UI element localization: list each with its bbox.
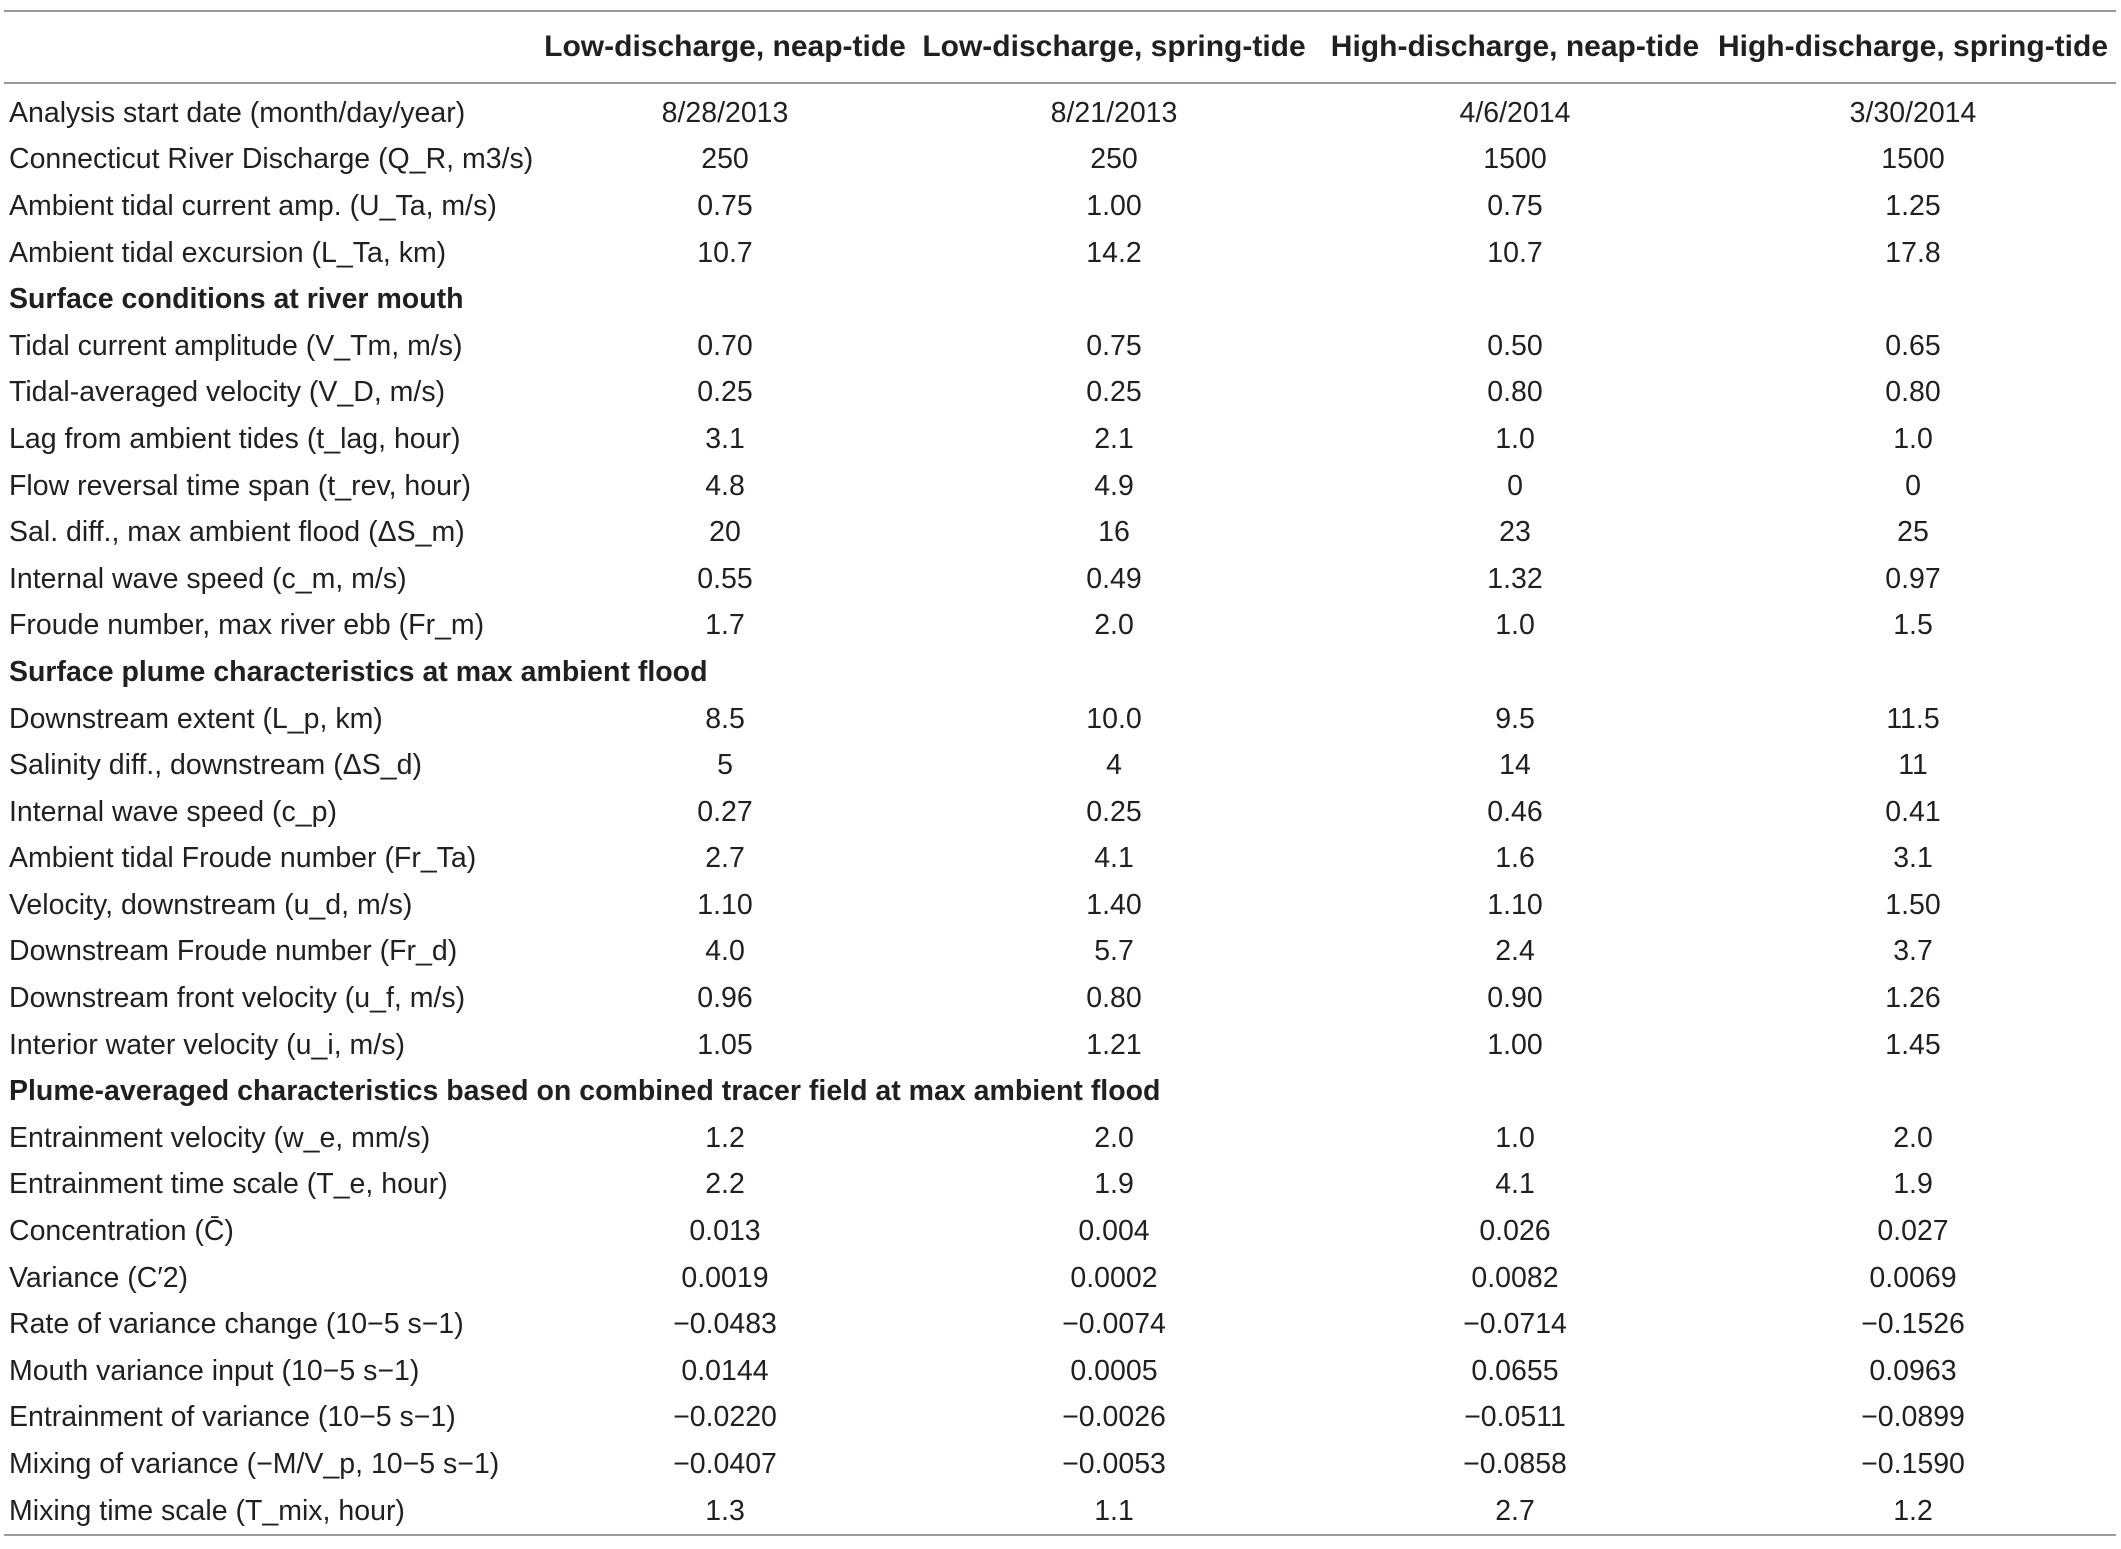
- table-cell: 1.40: [1086, 888, 1142, 921]
- table-cell: 0.70: [697, 329, 753, 362]
- table-cell: −0.0483: [673, 1308, 777, 1341]
- table-cell: 1.2: [705, 1121, 745, 1154]
- table-cell: 25: [1897, 516, 1929, 549]
- table-cell: 0.0082: [1471, 1261, 1559, 1294]
- table-row: [4, 975, 2116, 1022]
- table-cell: 0.41: [1885, 795, 1941, 828]
- table-cell: 250: [701, 143, 749, 176]
- table-cell: 5.7: [1094, 935, 1134, 968]
- table-body: [4, 83, 2116, 1535]
- table-cell: 0.0144: [681, 1354, 769, 1387]
- row-label: Tidal current amplitude (V_Tm, m/s): [9, 329, 463, 362]
- table-cell: −0.0714: [1463, 1308, 1567, 1341]
- table-row: [4, 1348, 2116, 1395]
- header-row: [4, 11, 2116, 83]
- row-label: Interior water velocity (u_i, m/s): [9, 1028, 405, 1061]
- table-row: [4, 1395, 2116, 1442]
- row-label: Ambient tidal Froude number (Fr_Ta): [9, 842, 477, 875]
- row-label: Ambient tidal excursion (L_Ta, km): [9, 236, 447, 269]
- table-cell: 0.004: [1078, 1215, 1150, 1248]
- table-row: [4, 789, 2116, 836]
- table-cell: 10.7: [1487, 236, 1543, 269]
- row-label: Mixing time scale (T_mix, hour): [4, 1488, 542, 1536]
- table-cell: 1.10: [1487, 888, 1543, 921]
- table-cell: 0.49: [1086, 562, 1142, 595]
- table-cell: 0.0019: [681, 1261, 769, 1294]
- table-cell: 4.0: [705, 935, 745, 968]
- row-label: Velocity, downstream (u_d, m/s): [9, 888, 413, 921]
- row-label: Concentration (C̄): [9, 1215, 234, 1248]
- table-cell: 2.1: [1094, 422, 1134, 455]
- table-cell: 0.25: [1086, 376, 1142, 409]
- table-row: [4, 509, 2116, 556]
- row-label: Rate of variance change (10−5 s−1): [9, 1308, 464, 1341]
- table-cell: 3.1: [705, 422, 745, 455]
- table-cell: 1.9: [1094, 1168, 1134, 1201]
- table-cell: 16: [1098, 516, 1130, 549]
- table-cell: 17.8: [1885, 236, 1941, 269]
- row-label: Flow reversal time span (t_rev, hour): [9, 469, 471, 502]
- table-cell: 0.013: [689, 1215, 761, 1248]
- table-cell: 0.27: [697, 795, 753, 828]
- table-header: [4, 11, 2116, 83]
- section-header-row: [4, 649, 2116, 696]
- table-cell: 0: [1507, 469, 1523, 502]
- table-row: [4, 323, 2116, 370]
- table-cell: 4.8: [705, 469, 745, 502]
- table-cell: 1.1: [908, 1488, 1320, 1536]
- table-cell: 0.0069: [1869, 1261, 1957, 1294]
- table-row: [4, 1255, 2116, 1302]
- table-row: [4, 1441, 2116, 1488]
- table-cell: 0.25: [1086, 795, 1142, 828]
- table-cell: 0.75: [1487, 189, 1543, 222]
- table-cell: 4.9: [1094, 469, 1134, 502]
- table-cell: 1.3: [542, 1488, 908, 1536]
- table-cell: 10.7: [697, 236, 753, 269]
- table-cell: 14: [1499, 749, 1531, 782]
- section-title: Surface conditions at river mouth: [9, 283, 464, 316]
- row-label: Downstream front velocity (u_f, m/s): [9, 982, 466, 1015]
- table-cell: 1.0: [1495, 1121, 1535, 1154]
- table-cell: 23: [1499, 516, 1531, 549]
- table-cell: −0.0858: [1463, 1448, 1567, 1481]
- table-cell: 2.7: [705, 842, 745, 875]
- table-cell: 1.0: [1495, 422, 1535, 455]
- table-cell: 1.32: [1487, 562, 1543, 595]
- table-cell: 0.55: [697, 562, 753, 595]
- row-label: Analysis start date (month/day/year): [9, 96, 466, 129]
- table-cell: −0.0026: [1062, 1401, 1166, 1434]
- table-cell: −0.0511: [1464, 1401, 1566, 1434]
- table-cell: 8/28/2013: [661, 96, 789, 129]
- row-label: Entrainment time scale (T_e, hour): [9, 1168, 448, 1201]
- data-table: [4, 10, 2116, 1536]
- table-cell: 0.0655: [1471, 1354, 1559, 1387]
- table-row: [4, 183, 2116, 230]
- table-cell: 2.0: [1094, 609, 1134, 642]
- table-cell: 1.00: [1487, 1028, 1543, 1061]
- table-cell: 0.80: [1086, 982, 1142, 1015]
- table-cell: 20: [709, 516, 741, 549]
- section-title: Plume-averaged characteristics based on combined tracer field at max ambient flood: [9, 1075, 1161, 1108]
- header-high-discharge-spring-tide: High-discharge, spring-tide: [1710, 11, 2116, 83]
- header-low-discharge-spring-tide: Low-discharge, spring-tide: [908, 11, 1320, 83]
- row-label: Internal wave speed (c_p): [9, 795, 337, 828]
- table-cell: 0.65: [1885, 329, 1941, 362]
- header-corner: [4, 11, 542, 83]
- table-cell: 8/21/2013: [1050, 96, 1178, 129]
- table-cell: −0.0220: [673, 1401, 777, 1434]
- table-cell: −0.1526: [1861, 1308, 1965, 1341]
- table-cell: −0.0074: [1062, 1308, 1166, 1341]
- table-row: [4, 1022, 2116, 1069]
- table-cell: 1.21: [1086, 1028, 1142, 1061]
- table-cell: 0.026: [1479, 1215, 1551, 1248]
- table-cell: 3.1: [1893, 842, 1933, 875]
- table-cell: 1.50: [1885, 888, 1941, 921]
- table-cell: 1.10: [697, 888, 753, 921]
- table-cell: 0.027: [1877, 1215, 1949, 1248]
- table-cell: 1.25: [1885, 189, 1941, 222]
- table-cell: 1500: [1483, 143, 1547, 176]
- table-cell: 0.96: [697, 982, 753, 1015]
- table-cell: 1.00: [1086, 189, 1142, 222]
- table-row: [4, 882, 2116, 929]
- row-label: Tidal-averaged velocity (V_D, m/s): [9, 376, 446, 409]
- row-label: Mouth variance input (10−5 s−1): [9, 1354, 420, 1387]
- table-cell: 0.0005: [1070, 1354, 1158, 1387]
- table-cell: −0.0053: [1062, 1448, 1166, 1481]
- table-cell: 0: [1905, 469, 1921, 502]
- table-cell: 0.46: [1487, 795, 1543, 828]
- table-cell: 0.80: [1487, 376, 1543, 409]
- row-label: Downstream extent (L_p, km): [9, 702, 383, 735]
- table-row: [4, 1488, 2116, 1536]
- section-header-row: [4, 276, 2116, 323]
- table-row: [4, 929, 2116, 976]
- header-high-discharge-neap-tide: High-discharge, neap-tide: [1320, 11, 1710, 83]
- table-cell: −0.0899: [1861, 1401, 1965, 1434]
- table-cell: 9.5: [1495, 702, 1535, 735]
- section-header-row: [4, 1068, 2116, 1115]
- row-label: Entrainment velocity (w_e, mm/s): [9, 1121, 431, 1154]
- table-cell: 1.2: [1710, 1488, 2116, 1536]
- table-row: [4, 556, 2116, 603]
- table-row: [4, 230, 2116, 277]
- table-cell: 1.45: [1885, 1028, 1941, 1061]
- table-cell: −0.0407: [673, 1448, 777, 1481]
- table-row: [4, 603, 2116, 650]
- table-cell: 1.5: [1893, 609, 1933, 642]
- table-cell: 1500: [1881, 143, 1945, 176]
- table-cell: 0.0002: [1070, 1261, 1158, 1294]
- table-cell: 1.0: [1495, 609, 1535, 642]
- table-cell: 4.1: [1495, 1168, 1535, 1201]
- table-cell: 11: [1898, 749, 1928, 782]
- table-row: [4, 370, 2116, 417]
- table-cell: 1.26: [1885, 982, 1941, 1015]
- table-row: [4, 1115, 2116, 1162]
- table-cell: 1.6: [1495, 842, 1535, 875]
- table-cell: 0.75: [1086, 329, 1142, 362]
- row-label: Ambient tidal current amp. (U_Ta, m/s): [9, 189, 497, 222]
- header-low-discharge-neap-tide: Low-discharge, neap-tide: [542, 11, 908, 83]
- table-cell: −0.1590: [1861, 1448, 1965, 1481]
- table-cell: 2.2: [705, 1168, 745, 1201]
- table-row: [4, 696, 2116, 743]
- table-cell: 3.7: [1893, 935, 1933, 968]
- table-cell: 1.7: [705, 609, 745, 642]
- table-row: [4, 1208, 2116, 1255]
- table-cell: 0.90: [1487, 982, 1543, 1015]
- row-label: Lag from ambient tides (t_lag, hour): [9, 422, 461, 455]
- table-row: [4, 1162, 2116, 1209]
- table-row: [4, 742, 2116, 789]
- row-label: Downstream Froude number (Fr_d): [9, 935, 458, 968]
- table-cell: 2.0: [1094, 1121, 1134, 1154]
- row-label: Sal. diff., max ambient flood (ΔS_m): [9, 516, 465, 549]
- row-label: Variance (C′2): [9, 1261, 189, 1294]
- table-cell: 4.1: [1094, 842, 1134, 875]
- table-cell: 4: [1106, 749, 1122, 782]
- table-cell: 250: [1090, 143, 1138, 176]
- table-row: [4, 463, 2116, 510]
- row-label: Salinity diff., downstream (ΔS_d): [9, 749, 422, 782]
- table-row: [4, 137, 2116, 184]
- table-cell: 2.0: [1893, 1121, 1933, 1154]
- table-row: [4, 416, 2116, 463]
- row-label: Froude number, max river ebb (Fr_m): [9, 609, 485, 642]
- table-cell: 3/30/2014: [1849, 96, 1977, 129]
- table-cell: 10.0: [1086, 702, 1142, 735]
- row-label: Mixing of variance (−M/V_p, 10−5 s−1): [9, 1448, 500, 1481]
- table-cell: 0.0963: [1869, 1354, 1957, 1387]
- table-row: [4, 836, 2116, 883]
- table-row: [4, 1301, 2116, 1348]
- table-cell: 0.50: [1487, 329, 1543, 362]
- table-cell: 0.75: [697, 189, 753, 222]
- table-row: [4, 83, 2116, 137]
- table-cell: 5: [717, 749, 733, 782]
- table-cell: 11.5: [1886, 702, 1940, 735]
- section-title: Surface plume characteristics at max ambient flood: [9, 655, 708, 688]
- table-cell: 4/6/2014: [1459, 96, 1571, 129]
- row-label: Internal wave speed (c_m, m/s): [9, 562, 407, 595]
- table-cell: 8.5: [705, 702, 745, 735]
- table-cell: 0.80: [1885, 376, 1941, 409]
- row-label: Connecticut River Discharge (Q_R, m3/s): [9, 143, 534, 176]
- table-cell: 2.7: [1320, 1488, 1710, 1536]
- table-cell: 0.97: [1885, 562, 1941, 595]
- table-cell: 1.05: [697, 1028, 753, 1061]
- table-cell: 0.25: [697, 376, 753, 409]
- table-cell: 1.9: [1893, 1168, 1933, 1201]
- table-cell: 1.0: [1893, 422, 1933, 455]
- table-cell: 2.4: [1495, 935, 1535, 968]
- table-cell: 14.2: [1086, 236, 1142, 269]
- row-label: Entrainment of variance (10−5 s−1): [9, 1401, 456, 1434]
